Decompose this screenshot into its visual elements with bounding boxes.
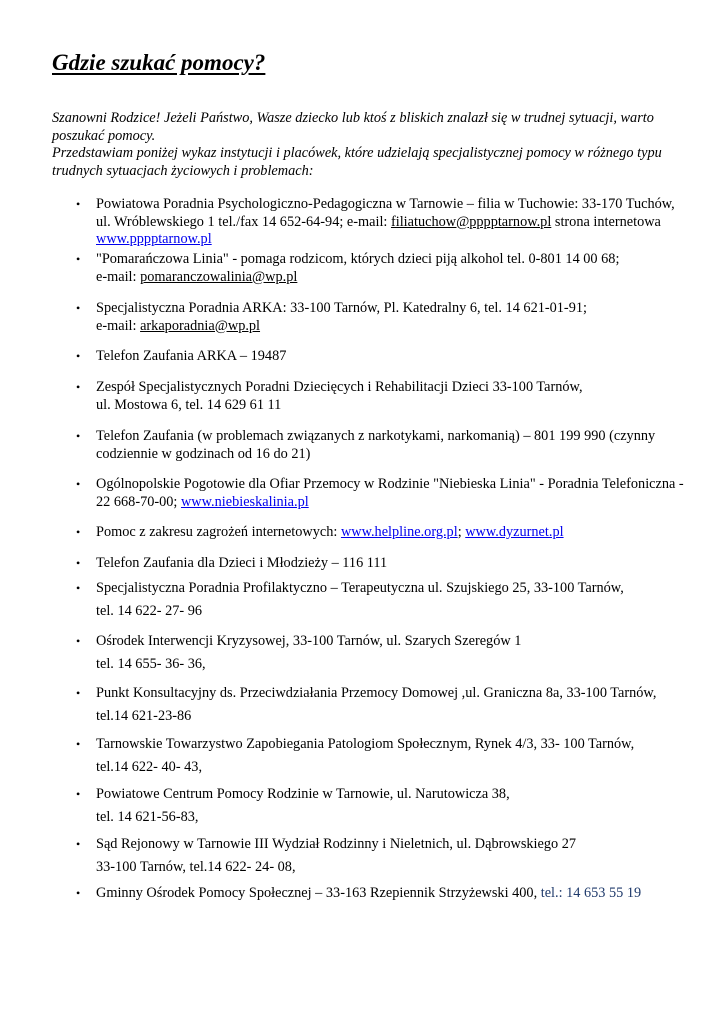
bullet-icon: • bbox=[76, 349, 81, 363]
bullet-icon: • bbox=[76, 556, 81, 570]
item-text-line2: tel. 14 621-56-83, bbox=[96, 809, 199, 825]
item-text-line2: tel. 14 655- 36- 36, bbox=[96, 656, 206, 672]
item-text: Gminny Ośrodek Pomocy Społecznej – 33-163 Rzepiennik Strzyżewski 400, bbox=[96, 885, 541, 901]
bullet-icon: • bbox=[76, 380, 81, 394]
bullet-icon: • bbox=[76, 787, 81, 801]
bullet-icon: • bbox=[76, 886, 81, 900]
item-text: Specjalistyczna Poradnia ARKA: 33-100 Tarnów, Pl. Katedralny 6, tel. 14 621-01-91; bbox=[96, 300, 587, 316]
intro bbox=[52, 110, 692, 180]
phone-number: tel.: 14 653 55 19 bbox=[540, 885, 642, 901]
bullet-icon: • bbox=[76, 525, 81, 539]
list-item bbox=[76, 682, 686, 728]
list-item bbox=[76, 196, 686, 249]
intro-greeting: Szanowni Rodzice! Jeżeli Państwo, Wasze dziecko lub ktoś z bliskich znalazł się w trudnej sytuacji, warto poszukać pomocy. bbox=[52, 110, 654, 144]
list-item bbox=[76, 577, 686, 623]
email-link[interactable]: filiatuchow@pppptarnow.pl bbox=[390, 213, 552, 230]
website-link[interactable]: www.niebieskalinia.pl bbox=[180, 493, 309, 510]
bullet-icon: • bbox=[76, 686, 81, 700]
page-title: Gdzie szukać pomocy? bbox=[52, 50, 266, 75]
list-item bbox=[76, 300, 686, 335]
list-item bbox=[76, 733, 686, 779]
item-text: strona internetowa bbox=[551, 213, 661, 230]
website-link[interactable]: www.dyzurnet.pl bbox=[465, 524, 564, 540]
list-item bbox=[76, 833, 686, 879]
list-item bbox=[76, 428, 686, 463]
bullet-icon: • bbox=[76, 301, 81, 315]
bullet-icon: • bbox=[76, 252, 81, 266]
item-text-line2: tel. 14 622- 27- 96 bbox=[96, 603, 203, 619]
item-text: Specjalistyczna Poradnia Profilaktyczno – Terapeutyczna ul. Szujskiego 25, 33-100 Tarnów, bbox=[96, 580, 624, 596]
bullet-icon: • bbox=[76, 197, 81, 211]
bullet-icon: • bbox=[76, 429, 81, 443]
bullet-icon: • bbox=[76, 737, 81, 751]
email-link[interactable]: arkaporadnia@wp.pl bbox=[140, 317, 261, 334]
item-text: Ogólnopolskie Pogotowie dla Ofiar Przemocy w Rodzinie "Niebieska Linia" - Poradnia Telefoniczna - 22 668-70-00; bbox=[96, 476, 684, 510]
list-item bbox=[76, 379, 686, 414]
item-text: Telefon Zaufania dla Dzieci i Młodzieży – 116 111 bbox=[96, 555, 388, 571]
item-text-line2: ul. Mostowa 6, tel. 14 629 61 11 bbox=[96, 396, 282, 413]
list-item bbox=[76, 783, 686, 829]
item-text-line2: 33-100 Tarnów, tel.14 622- 24- 08, bbox=[96, 859, 296, 875]
email-label: e-mail: bbox=[96, 317, 141, 334]
item-text: Sąd Rejonowy w Tarnowie III Wydział Rodzinny i Nieletnich, ul. Dąbrowskiego 27 bbox=[96, 836, 577, 852]
bullet-icon: • bbox=[76, 837, 81, 851]
item-text-line2: tel.14 621-23-86 bbox=[96, 708, 192, 724]
item-text: Tarnowskie Towarzystwo Zapobiegania Patologiom Społecznym, Rynek 4/3, 33- 100 Tarnów, bbox=[96, 736, 635, 752]
item-text: Pomoc z zakresu zagrożeń internetowych: bbox=[96, 524, 341, 540]
separator: ; bbox=[457, 524, 466, 540]
item-text: "Pomarańczowa Linia" - pomaga rodzicom, których dzieci piją alkohol tel. 0-801 14 00 68; bbox=[96, 251, 620, 267]
website-link[interactable]: www.pppptarnow.pl bbox=[96, 231, 212, 247]
list-item bbox=[76, 882, 686, 905]
item-text: Powiatowe Centrum Pomocy Rodzinie w Tarnowie, ul. Narutowicza 38, bbox=[96, 786, 510, 802]
bullet-icon: • bbox=[76, 477, 81, 491]
bullet-icon: • bbox=[76, 634, 81, 648]
email-link[interactable]: pomaranczowalinia@wp.pl bbox=[140, 268, 298, 285]
list-item bbox=[76, 251, 686, 286]
list-item bbox=[76, 476, 686, 511]
item-text: Zespół Specjalistycznych Poradni Dziecięcych i Rehabilitacji Dzieci 33-100 Tarnów, bbox=[96, 379, 583, 395]
item-text: Punkt Konsultacyjny ds. Przeciwdziałania Przemocy Domowej ,ul. Graniczna 8a, 33-100 Tarnów, bbox=[96, 685, 657, 701]
item-text-line2: tel.14 622- 40- 43, bbox=[96, 759, 203, 775]
bullet-icon: • bbox=[76, 581, 81, 595]
list-item bbox=[76, 555, 686, 573]
email-label: e-mail: bbox=[96, 268, 141, 285]
item-text: Telefon Zaufania ARKA – 19487 bbox=[96, 348, 287, 364]
list-item bbox=[76, 348, 686, 366]
list-item bbox=[76, 524, 686, 542]
list-item bbox=[76, 630, 686, 676]
item-text: Powiatowa Poradnia Psychologiczno-Pedagogiczna w Tarnowie – filia w Tuchowie: 33-170 Tuchów, ul. Wróblewskiego 1 tel./fax 14 652-64-94; e-mail: bbox=[96, 196, 675, 230]
item-text: Ośrodek Interwencji Kryzysowej, 33-100 Tarnów, ul. Szarych Szeregów 1 bbox=[96, 633, 522, 649]
item-text: Telefon Zaufania (w problemach związanych z narkotykami, narkomanią) – 801 199 990 (czynny codziennie w godzinach od 16 do 21) bbox=[96, 428, 656, 462]
website-link[interactable]: www.helpline.org.pl bbox=[340, 524, 458, 540]
intro-description: Przedstawiam poniżej wykaz instytucji i placówek, które udzielają specjalistycznej pomocy w różnego typu trudnych sytuacjach życiowych i problemach: bbox=[52, 145, 662, 179]
